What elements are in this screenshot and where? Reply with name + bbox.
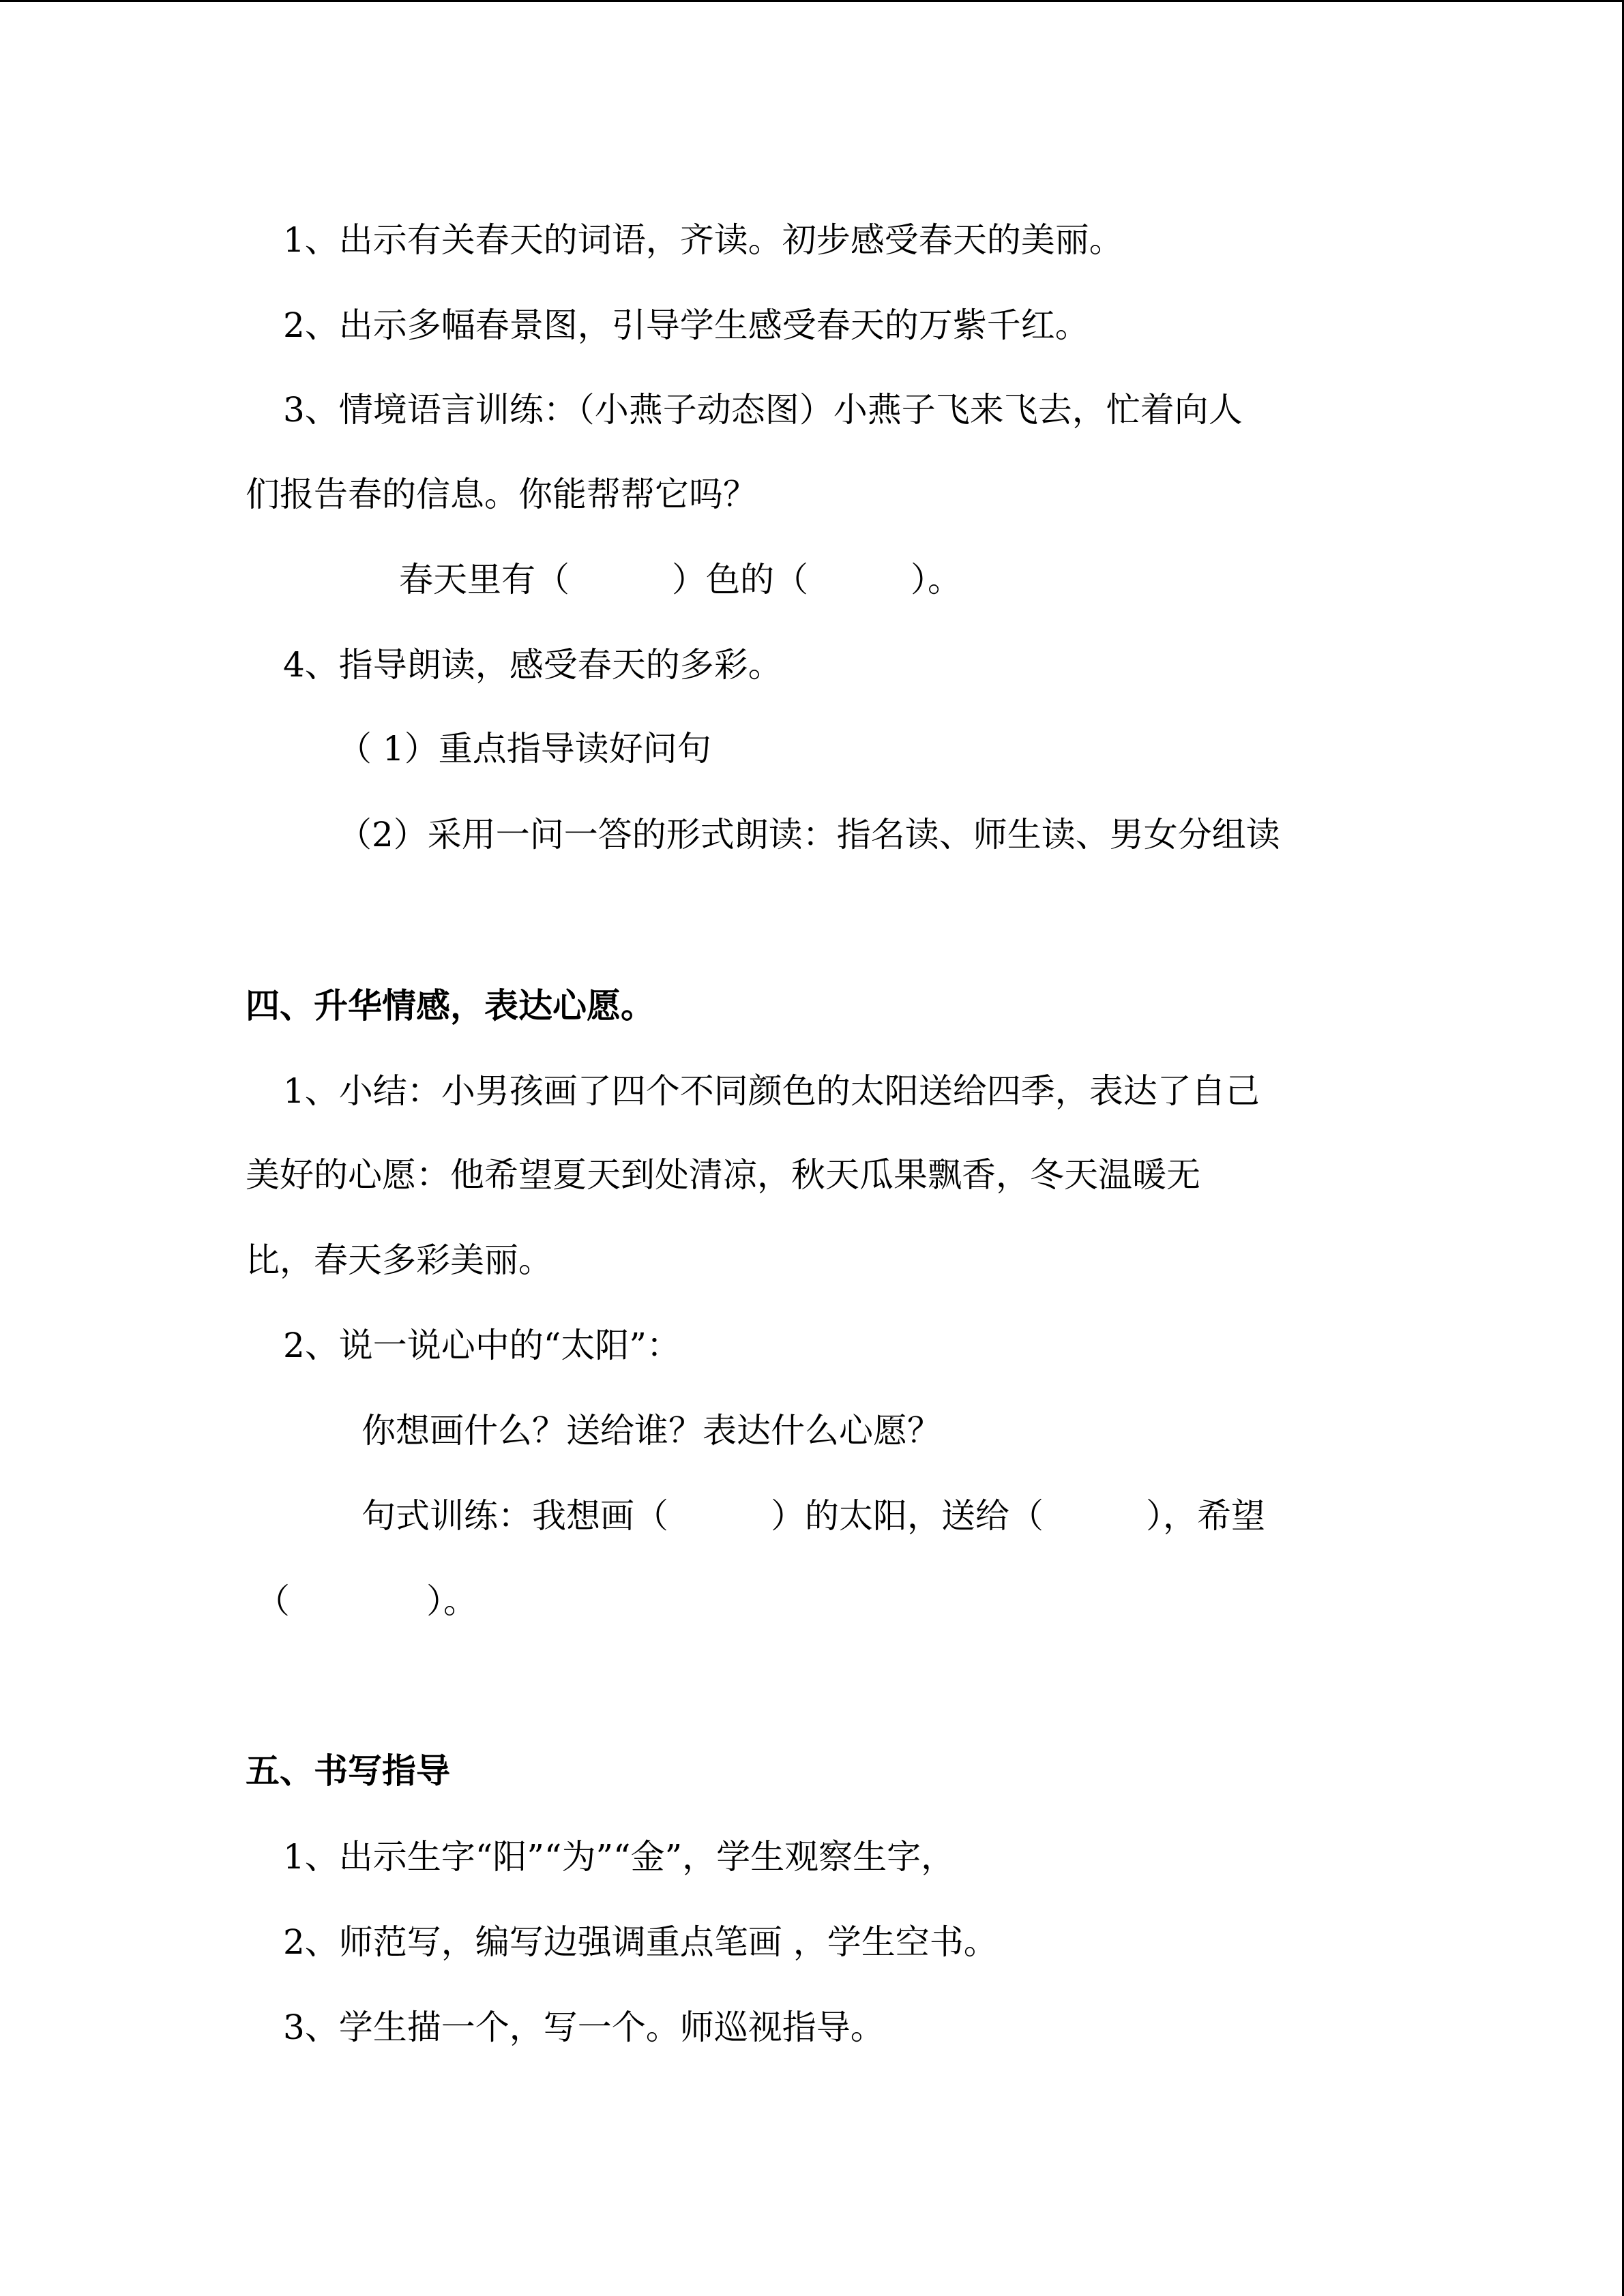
sub-step-2-qa-reading: （2）采用一问一答的形式朗读：指名读、师生读、男女分组读 [338, 815, 1280, 854]
summary-paragraph-line-3: 比，春天多彩美丽。 [246, 1240, 552, 1280]
sentence-pattern-continuation: （ ）。 [256, 1581, 477, 1621]
step-2-show-spring-pictures: 2、出示多幅春景图，引导学生感受春天的万紫千红。 [283, 305, 1089, 345]
writing-step-3: 3、学生描一个，写一个。师巡视指导。 [283, 2008, 885, 2047]
writing-step-2: 2、师范写，编写边强调重点笔画 ，学生空书。 [283, 1922, 998, 1962]
sub-step-1-question-reading: （ 1）重点指导读好问句 [338, 729, 711, 769]
summary-paragraph-line-2: 美好的心愿：他希望夏天到处清凉，秋天瓜果飘香，冬天温暖无 [246, 1155, 1200, 1195]
writing-step-1: 1、出示生字“阳”“为”“金”，学生观察生字， [283, 1837, 956, 1877]
sentence-pattern-spring: 春天里有（ ）色的（ ）。 [399, 560, 962, 599]
sentence-pattern-training: 句式训练：我想画（ ）的太阳，送给（ ），希望 [361, 1496, 1265, 1536]
prompt-questions: 你想画什么？送给谁？表达什么心愿？ [361, 1411, 941, 1450]
step-2-talk-about-sun: 2、说一说心中的“太阳”： [283, 1326, 681, 1365]
step-4-guided-reading: 4、指导朗读，感受春天的多彩。 [283, 645, 782, 685]
section-heading-5: 五、书写指导 [246, 1751, 450, 1791]
step-3-continuation: 们报告春的信息。你能帮帮它吗？ [246, 475, 757, 514]
step-3-language-training: 3、情境语言训练：（小燕子动态图）小燕子飞来飞去，忙着向人 [283, 390, 1243, 430]
summary-paragraph: 1、小结：小男孩画了四个不同颜色的太阳送给四季，表达了自己 [283, 1071, 1260, 1111]
section-heading-4: 四、升华情感，表达心愿。 [246, 986, 655, 1026]
step-1-show-spring-words: 1、出示有关春天的词语，齐读。初步感受春天的美丽。 [283, 220, 1123, 260]
top-border [0, 0, 1624, 2]
